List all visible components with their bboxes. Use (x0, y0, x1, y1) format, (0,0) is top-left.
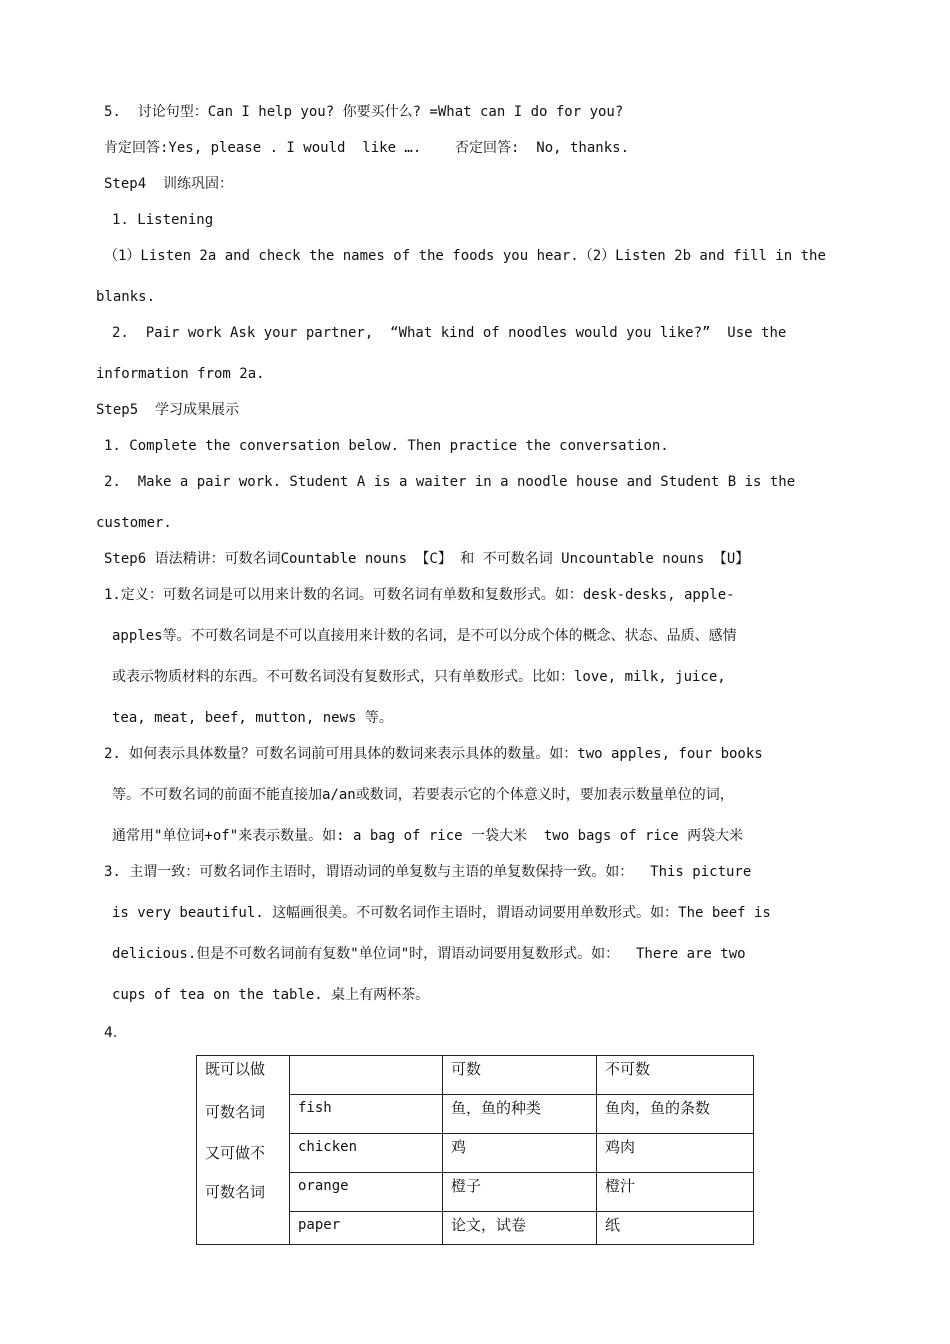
merged-label-cell (197, 1056, 290, 1245)
step-heading: Step4 训练巩固： (104, 176, 234, 192)
table-cell: fish (290, 1095, 443, 1134)
table-cell: 鸡肉 (597, 1134, 754, 1173)
table-cell: 鱼肉，鱼的条数 (597, 1095, 754, 1134)
text-line: is very beautiful. 这幅画很美。不可数名词作主语时，谓语动词要用单数形式。如：The beef is (112, 905, 771, 921)
list-number: 4. (104, 1025, 118, 1041)
step-heading: Step6 语法精讲：可数名词Countable nouns 【C】 和 不可数名词 Uncountable nouns 【U】 (104, 551, 750, 567)
header-cell (290, 1056, 443, 1095)
table-cell: 纸 (597, 1212, 754, 1245)
table-row (197, 1056, 754, 1095)
text-line: blanks. (96, 289, 156, 305)
table-cell: 橙汁 (597, 1173, 754, 1212)
text-line: （1）Listen 2a and check the names of the foods you hear.（2）Listen 2b and fill in the (104, 248, 826, 264)
text-line: 5. 讨论句型：Can I help you? 你要买什么? =What can I do for you? (104, 104, 624, 120)
text-line: 1. Complete the conversation below. Then practice the conversation. (104, 438, 669, 454)
table-cell: 论文，试卷 (443, 1212, 597, 1245)
text-line: 1. Listening (112, 212, 214, 228)
noun-table (196, 1055, 754, 1245)
table-cell: 鱼，鱼的种类 (443, 1095, 597, 1134)
table-cell: paper (290, 1212, 443, 1245)
text-line: 或表示物质材料的东西。不可数名词没有复数形式，只有单数形式。比如：love, milk, juice, (112, 669, 726, 685)
header-cell: 不可数 (597, 1056, 754, 1095)
text-line: 肯定回答:Yes, please . I would like …. 否定回答: No, thanks. (104, 140, 630, 156)
table-cell: 橙子 (443, 1173, 597, 1212)
header-cell: 可数 (443, 1056, 597, 1095)
text-line: 2. 如何表示具体数量？可数名词前可用具体的数词来表示具体的数量。如：two apples, four books (104, 746, 763, 762)
text-line: delicious.但是不可数名词前有复数"单位词"时，谓语动词要用复数形式。如： There are two (112, 946, 746, 962)
table-cell: chicken (290, 1134, 443, 1173)
merged-label-line: 又可做不 (205, 1144, 266, 1162)
text-line: 2. Make a pair work. Student A is a waiter in a noodle house and Student B is the (104, 474, 796, 490)
text-line: tea, meat, beef, mutton, news 等。 (112, 710, 393, 726)
step-heading: Step5 学习成果展示 (96, 402, 240, 418)
text-line: 1.定义：可数名词是可以用来计数的名词。可数名词有单数和复数形式。如：desk-desks, apple- (104, 587, 735, 603)
merged-label-line: 既可以做 (205, 1060, 266, 1078)
table-cell: 鸡 (443, 1134, 597, 1173)
text-line: customer. (96, 515, 172, 531)
text-line: cups of tea on the table. 桌上有两杯茶。 (112, 987, 430, 1003)
table-cell: orange (290, 1173, 443, 1212)
merged-label-line: 可数名词 (205, 1183, 266, 1201)
text-line: apples等。不可数名词是不可以直接用来计数的名词，是不可以分成个体的概念、状态、品质、感情 (112, 628, 737, 644)
merged-label-line: 可数名词 (205, 1103, 266, 1121)
text-line: 2. Pair work Ask your partner, “What kind of noodles would you like?” Use the (112, 325, 787, 341)
text-line: 3. 主谓一致：可数名词作主语时，谓语动词的单复数与主语的单复数保持一致。如： This picture (104, 864, 752, 880)
text-line: 等。不可数名词的前面不能直接加a/an或数词，若要表示它的个体意义时，要加表示数量单位的词， (112, 787, 734, 803)
text-line: information from 2a. (96, 366, 265, 382)
text-line: 通常用"单位词+of"来表示数量。如: a bag of rice 一袋大米 two bags of rice 两袋大米 (112, 828, 744, 844)
